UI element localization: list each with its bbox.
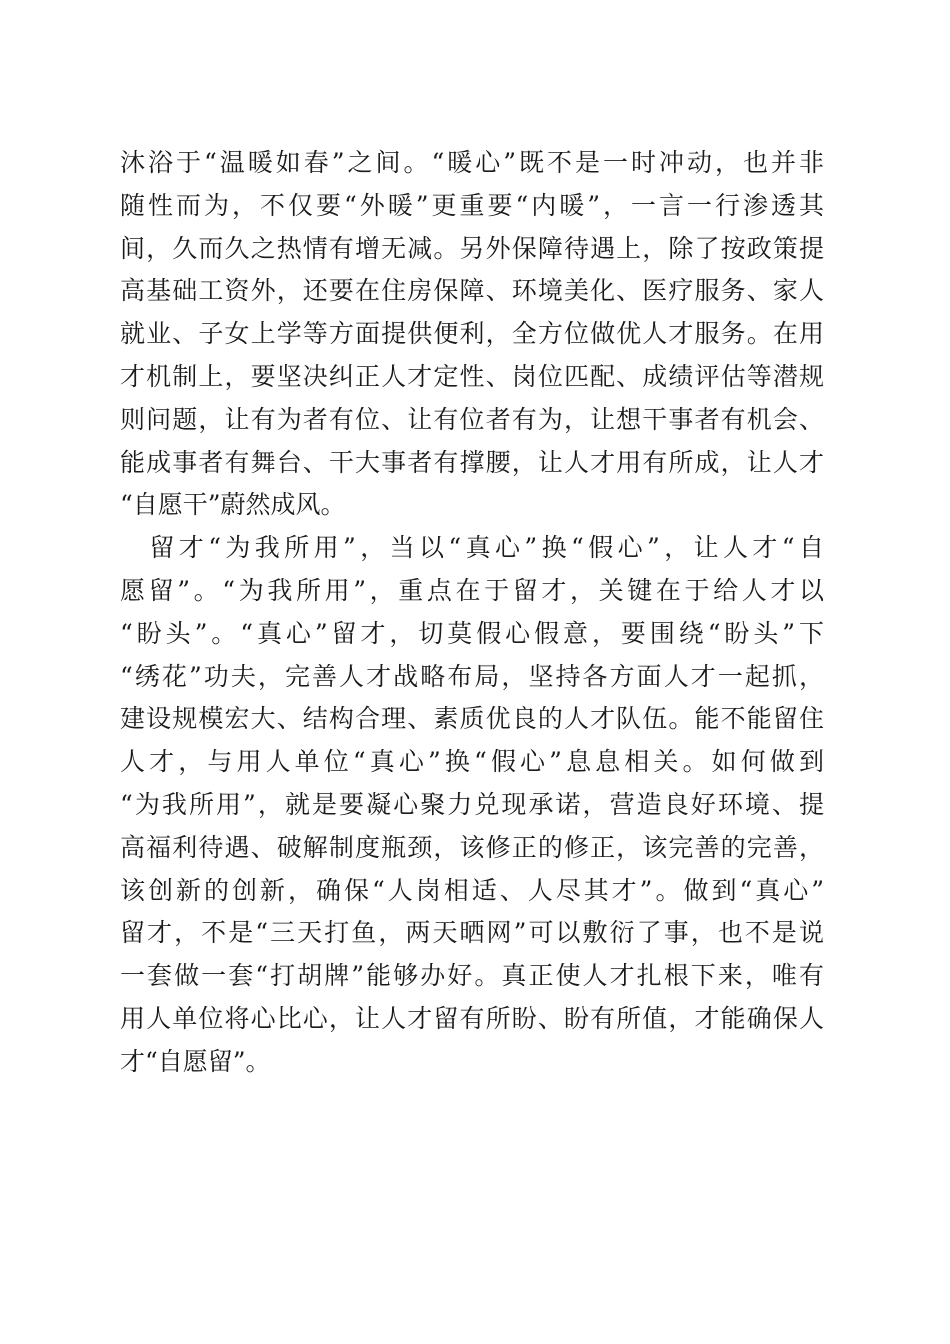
text-line: 用人单位将心比心，让人才留有所盼、盼有所值，才能确保人 (120, 1003, 824, 1033)
text-line: 才“自愿留”。 (120, 1046, 271, 1076)
text-line: “为我所用”，就是要凝心聚力兑现承诺，营造良好环境、提 (120, 789, 824, 819)
text-line: 沐浴于“温暖如春”之间。“暖心”既不是一时冲动，也并非 (120, 148, 824, 177)
text-line: 一套做一套“打胡牌”能够办好。真正使人才扎根下来，唯有 (120, 961, 824, 991)
text-line: 高福利待遇、破解制度瓶颈，该修正的修正，该完善的完善， (120, 832, 824, 862)
paragraph (120, 527, 824, 1083)
text-line: “盼头”。“真心”留才，切莫假心假意，要围绕“盼头”下 (120, 618, 824, 648)
text-line: 就业、子女上学等方面提供便利，全方位做优人才服务。在用 (120, 319, 824, 349)
text-line: 能成事者有舞台、干大事者有撑腰，让人才用有所成，让人才 (120, 447, 824, 477)
text-line: “自愿干”蔚然成风。 (120, 490, 346, 520)
text-line: 间，久而久之热情有增无减。另外保障待遇上，除了按政策提 (120, 233, 824, 263)
text-line: 才机制上，要坚决纠正人才定性、岗位匹配、成绩评估等潜规 (120, 361, 824, 391)
text-line: 高基础工资外，还要在住房保障、环境美化、医疗服务、家人 (120, 276, 824, 306)
text-line: 则问题，让有为者有位、让有位者有为，让想干事者有机会、 (120, 404, 824, 434)
text-line: 人才，与用人单位“真心”换“假心”息息相关。如何做到 (120, 747, 824, 777)
text-line: 建设规模宏大、结构合理、素质优良的人才队伍。能不能留住 (120, 704, 824, 734)
text-line: 愿留”。“为我所用”，重点在于留才，关键在于给人才以 (120, 575, 824, 605)
paragraph (120, 142, 824, 527)
text-line: 该创新的创新，确保“人岗相适、人尽其才”。做到“真心” (120, 875, 824, 905)
text-line: 留才“为我所用”，当以“真心”换“假心”，让人才“自 (120, 533, 824, 563)
text-line: “绣花”功夫，完善人才战略布局，坚持各方面人才一起抓， (120, 661, 824, 691)
document-body (120, 142, 824, 1084)
text-line: 留才，不是“三天打鱼，两天晒网”可以敷衍了事，也不是说 (120, 918, 824, 948)
text-line: 随性而为，不仅要“外暖”更重要“内暖”，一言一行渗透其 (120, 190, 824, 220)
